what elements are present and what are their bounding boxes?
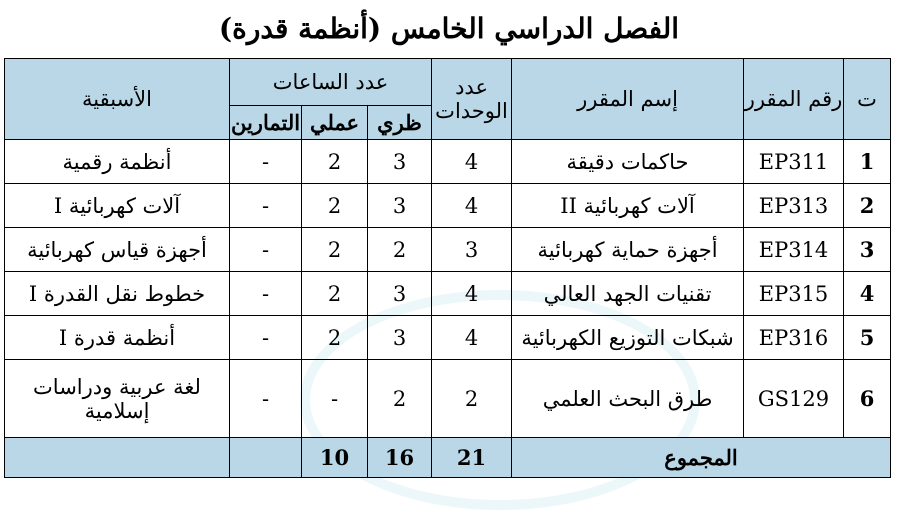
total-theory: 16 xyxy=(368,438,432,478)
prerequisite: أنظمة قدرة I xyxy=(5,316,230,360)
course-name: شبكات التوزيع الكهربائية xyxy=(512,316,744,360)
course-name: تقنيات الجهد العالي xyxy=(512,272,744,316)
course-units: 4 xyxy=(432,184,512,228)
exercise-hours: - xyxy=(230,228,302,272)
prerequisite: آلات كهربائية I xyxy=(5,184,230,228)
row-index: 2 xyxy=(844,184,891,228)
table-row xyxy=(5,140,891,184)
total-units: 21 xyxy=(432,438,512,478)
course-code: EP313 xyxy=(744,184,844,228)
practical-hours: - xyxy=(302,360,368,438)
exercise-hours: - xyxy=(230,360,302,438)
total-prerequisite-empty xyxy=(5,438,230,478)
course-table xyxy=(4,58,891,478)
row-index: 4 xyxy=(844,272,891,316)
exercise-hours: - xyxy=(230,316,302,360)
course-units: 2 xyxy=(432,360,512,438)
totals-label: المجموع xyxy=(512,438,891,478)
header-prerequisite: الأسبقية xyxy=(5,59,230,140)
course-units: 4 xyxy=(432,140,512,184)
course-units: 4 xyxy=(432,272,512,316)
course-name: حاكمات دقيقة xyxy=(512,140,744,184)
table-row xyxy=(5,360,891,438)
row-index: 6 xyxy=(844,360,891,438)
theory-hours: 3 xyxy=(368,272,432,316)
prerequisite: أجهزة قياس كهربائية xyxy=(5,228,230,272)
totals-row xyxy=(5,438,891,478)
practical-hours: 2 xyxy=(302,272,368,316)
theory-hours: 3 xyxy=(368,184,432,228)
course-name: آلات كهربائية II xyxy=(512,184,744,228)
theory-hours: 2 xyxy=(368,360,432,438)
practical-hours: 2 xyxy=(302,140,368,184)
table-row xyxy=(5,316,891,360)
header-hours: عدد الساعات xyxy=(230,59,432,106)
table-row xyxy=(5,272,891,316)
total-exercises-empty xyxy=(230,438,302,478)
row-index: 3 xyxy=(844,228,891,272)
theory-hours: 2 xyxy=(368,228,432,272)
header-practical: عملي xyxy=(302,106,368,140)
course-code: EP316 xyxy=(744,316,844,360)
row-index: 5 xyxy=(844,316,891,360)
course-units: 4 xyxy=(432,316,512,360)
course-code: EP315 xyxy=(744,272,844,316)
exercise-hours: - xyxy=(230,140,302,184)
header-units: عدد الوحدات xyxy=(432,59,512,140)
practical-hours: 2 xyxy=(302,316,368,360)
total-practical: 10 xyxy=(302,438,368,478)
header-course-code: رقم المقرر xyxy=(744,59,844,140)
exercise-hours: - xyxy=(230,184,302,228)
table-row xyxy=(5,228,891,272)
header-exercises: التمارين xyxy=(230,106,302,140)
theory-hours: 3 xyxy=(368,316,432,360)
course-units: 3 xyxy=(432,228,512,272)
header-course-name: إسم المقرر xyxy=(512,59,744,140)
course-code: GS129 xyxy=(744,360,844,438)
row-index: 1 xyxy=(844,140,891,184)
header-theory: ظري xyxy=(368,106,432,140)
course-name: طرق البحث العلمي xyxy=(512,360,744,438)
course-name: أجهزة حماية كهربائية xyxy=(512,228,744,272)
practical-hours: 2 xyxy=(302,228,368,272)
theory-hours: 3 xyxy=(368,140,432,184)
prerequisite: خطوط نقل القدرة I xyxy=(5,272,230,316)
course-code: EP314 xyxy=(744,228,844,272)
prerequisite: أنظمة رقمية xyxy=(5,140,230,184)
header-index: ت xyxy=(844,59,891,140)
course-code: EP311 xyxy=(744,140,844,184)
practical-hours: 2 xyxy=(302,184,368,228)
table-row xyxy=(5,184,891,228)
exercise-hours: - xyxy=(230,272,302,316)
page-title: الفصل الدراسي الخامس (أنظمة قدرة) xyxy=(218,12,680,45)
prerequisite: لغة عربية ودراسات إسلامية xyxy=(5,360,230,438)
